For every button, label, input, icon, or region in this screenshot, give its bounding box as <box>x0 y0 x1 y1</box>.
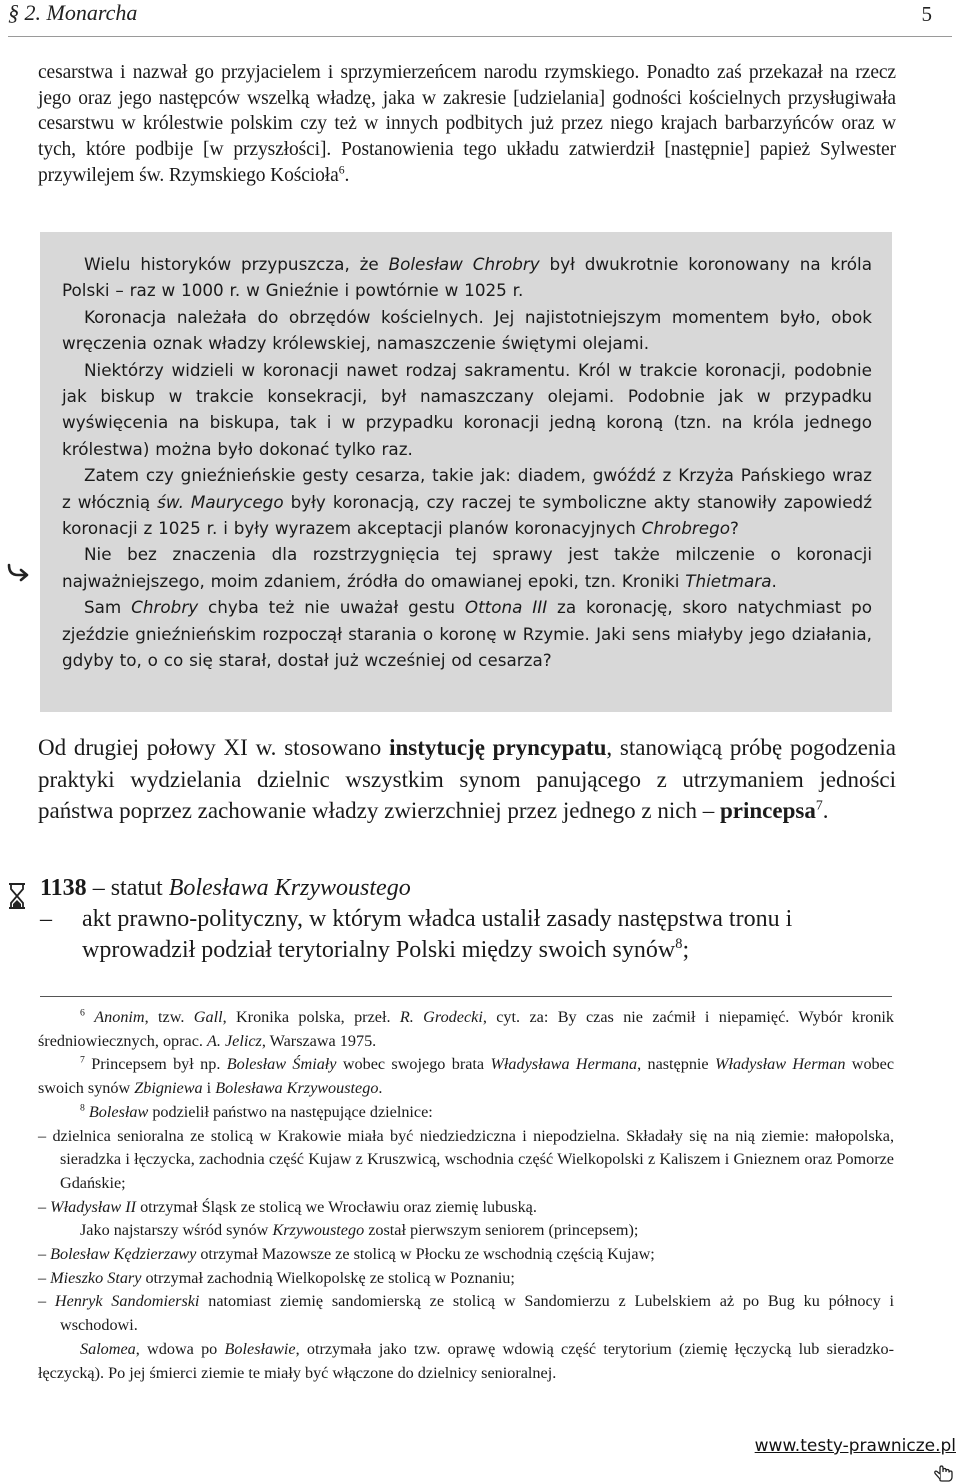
box-paragraph: Zatem czy gnieźnieńskie gesty cesarza, takie jak: diadem, gwóźdź z Krzyża Pańskiego wraz z włócznią św. Maurycego były koronacją, czy raczej te symboliczne akty stanowiły zapowiedź koronacji z 1025 r. i były wyrazem akceptacji planów koronacyjnych Chrobrego? <box>62 465 873 539</box>
footnote-7: $^7$ Princepsem był np. Bolesław Śmiały wobec swojego brata Władysława Hermana, następnie Władysław Herman wobec swoich synów Zbigniewa i Bolesława Krzywoustego. <box>38 1055 895 1098</box>
page-header <box>8 0 952 37</box>
intro-paragraph <box>38 60 896 189</box>
statute-year: 1138 <box>40 875 87 901</box>
box-paragraph: Wielu historyków przypuszcza, że Bolesław Chrobry był dwukrotnie koronowany na króla Polski – raz w 1000 r. w Gnieźnie i powtórnie w 1025 r. <box>62 254 872 301</box>
hand-pointer-icon <box>932 1460 956 1482</box>
curved-arrow-icon <box>6 562 30 582</box>
box-paragraph: Koronacja należała do obrzędów kościelnych. Jej najistotniejszym momentem było, obok wręczenia oznak władzy królewskiej, namaszczenie świętymi olejami. <box>62 306 872 354</box>
box-paragraph: Niektórzy widzieli w koronacji nawet rodzaj sakramentu. Król w trakcie koronacji, podobnie jak biskup w trakcie konsekracji, był namaszczany olejami. Podobnie jak w przypadku wyświęcenia na biskupa, tak i w przypadku koronacji jedną koroną (tzn. na króla jednego królestwa) można było dokonać tylko raz. <box>62 359 872 459</box>
footnote-8: $^8$ Bolesław podzielił państwo na następujące dzielnice: <box>80 1102 433 1121</box>
term-pryncypat: instytucję pryncypatu <box>389 735 607 760</box>
intro-text: cesarstwa i nazwał go przyjacielem i sprzymierzeńcem narodu rzymskiego. Ponadto zaś przekazał na rzecz jego oraz jego następców wszelką władzę, jaka w zakresie [udzielania] godności kościelnych przysługiwała cesarstwu w królestwie polskim czy też w innych podbitych już przez niego krajach barbarzyńców oraz w tych, które podbije [w przyszłości]. Postanowienia tego układu zatwierdził [następnie] papież Sylwester przywilejem św. Rzymskiego Kościoła <box>38 62 896 186</box>
senior-note: Jako najstarszy wśród synów Krzywoustego został pierwszym seniorem (princepsem); <box>80 1221 639 1240</box>
statute-description: akt prawno-polityczny, w którym władca ustalił zasady następstwa tronu i wprowadził podział terytorialny Polski między swoich synów$^8$; <box>82 906 793 963</box>
intro-end: . <box>344 164 350 186</box>
list-item: – Władysław II otrzymał Śląsk ze stolicą we Wrocławiu oraz ziemię lubuską. <box>38 1197 537 1216</box>
statute-name: Bolesława Krzywoustego <box>168 875 411 901</box>
list-item: – Mieszko Stary otrzymał zachodnią Wielkopolskę ze stolicą w Poznaniu; <box>38 1268 515 1287</box>
list-item: – Bolesław Kędzierzawy otrzymał Mazowsze ze stolicą w Płocku ze wschodnią częścią Kujaw; <box>38 1245 655 1264</box>
footnote-6: $^6$ Anonim, tzw. Gall, Kronika polska, przeł. R. Grodecki, cyt. za: By czas nie zaćmił i niepamięć. Wybór kronik średniowiecznych, oprac. A. Jelicz, Warszawa 1975. <box>38 1007 894 1050</box>
commentary-text <box>62 251 872 674</box>
term-princeps: princepsa <box>720 798 816 823</box>
salomea-note: Salomea, wdowa po Bolesławie, otrzymała jako tzw. oprawę wdowią część terytorium (ziemię łęczycką lub sieradzko-łęczycką). Po jej śmierci ziemie te miały być włączone do dzielnicy senioralnej. <box>38 1339 894 1382</box>
statute-dash: – <box>40 906 52 932</box>
footnotes <box>38 1006 894 1385</box>
statute-heading: 1138 – statut Bolesława Krzywoustego <box>40 875 411 901</box>
footnote-ref-7[interactable]: 7 <box>815 797 823 813</box>
footnote-divider <box>40 996 892 997</box>
box-paragraph: Sam Chrobry chyba też nie uważał gestu Ottona III za koronację, skoro natychmiast po zjeździe gnieźnieńskim rozpoczął starania o koronę w Rzymie. Jaki sens miałyby jego działania, gdyby to, o co się starał, dostał już wcześniej od cesarza? <box>62 597 873 671</box>
hourglass-icon <box>6 882 28 910</box>
list-item: – Henryk Sandomierski natomiast ziemię sandomierską ze stolicą w Sandomierzu z Lubelskiem aż po Bug ku północy i wschodowi. <box>38 1292 894 1335</box>
box-paragraph: Nie bez znaczenia dla rozstrzygnięcia tej sprawy jest także milczenie o koronacji najważniejszego, moim zdaniem, źródła do omawianej epoki, tzn. Kroniki Thietmara. <box>62 544 872 591</box>
footnote-ref-6[interactable]: 6 <box>338 163 345 177</box>
section-title: § 2. Monarcha <box>8 0 138 25</box>
website-link[interactable]: www.testy-prawnicze.pl <box>754 1436 956 1456</box>
statute-entry <box>40 873 900 963</box>
principate-paragraph: Od drugiej połowy XI w. stosowano instytucję pryncypatu, stanowiącą próbę pogodzenia praktyki wydzielania dzielnic wszystkim synom panującego z utrzymaniem jedności państwa poprzez zachowanie władzy zwierzchniej przez jednego z nich – princepsa$^7$. <box>38 735 896 823</box>
list-item: – dzielnica senioralna ze stolicą w Krakowie miała być niedziedziczna i niepodzielna. Składały się na nią ziemie: małopolska, sieradzka i łęczycka, zachodnia część Kujaw z Kruszwicą, wschodnia część Wielkopolski z Kaliszem i Gnieznem oraz Pomorze Gdańskie; <box>38 1126 894 1192</box>
footnote-ref-8[interactable]: 8 <box>675 936 683 952</box>
page-number: 5 <box>921 2 932 26</box>
